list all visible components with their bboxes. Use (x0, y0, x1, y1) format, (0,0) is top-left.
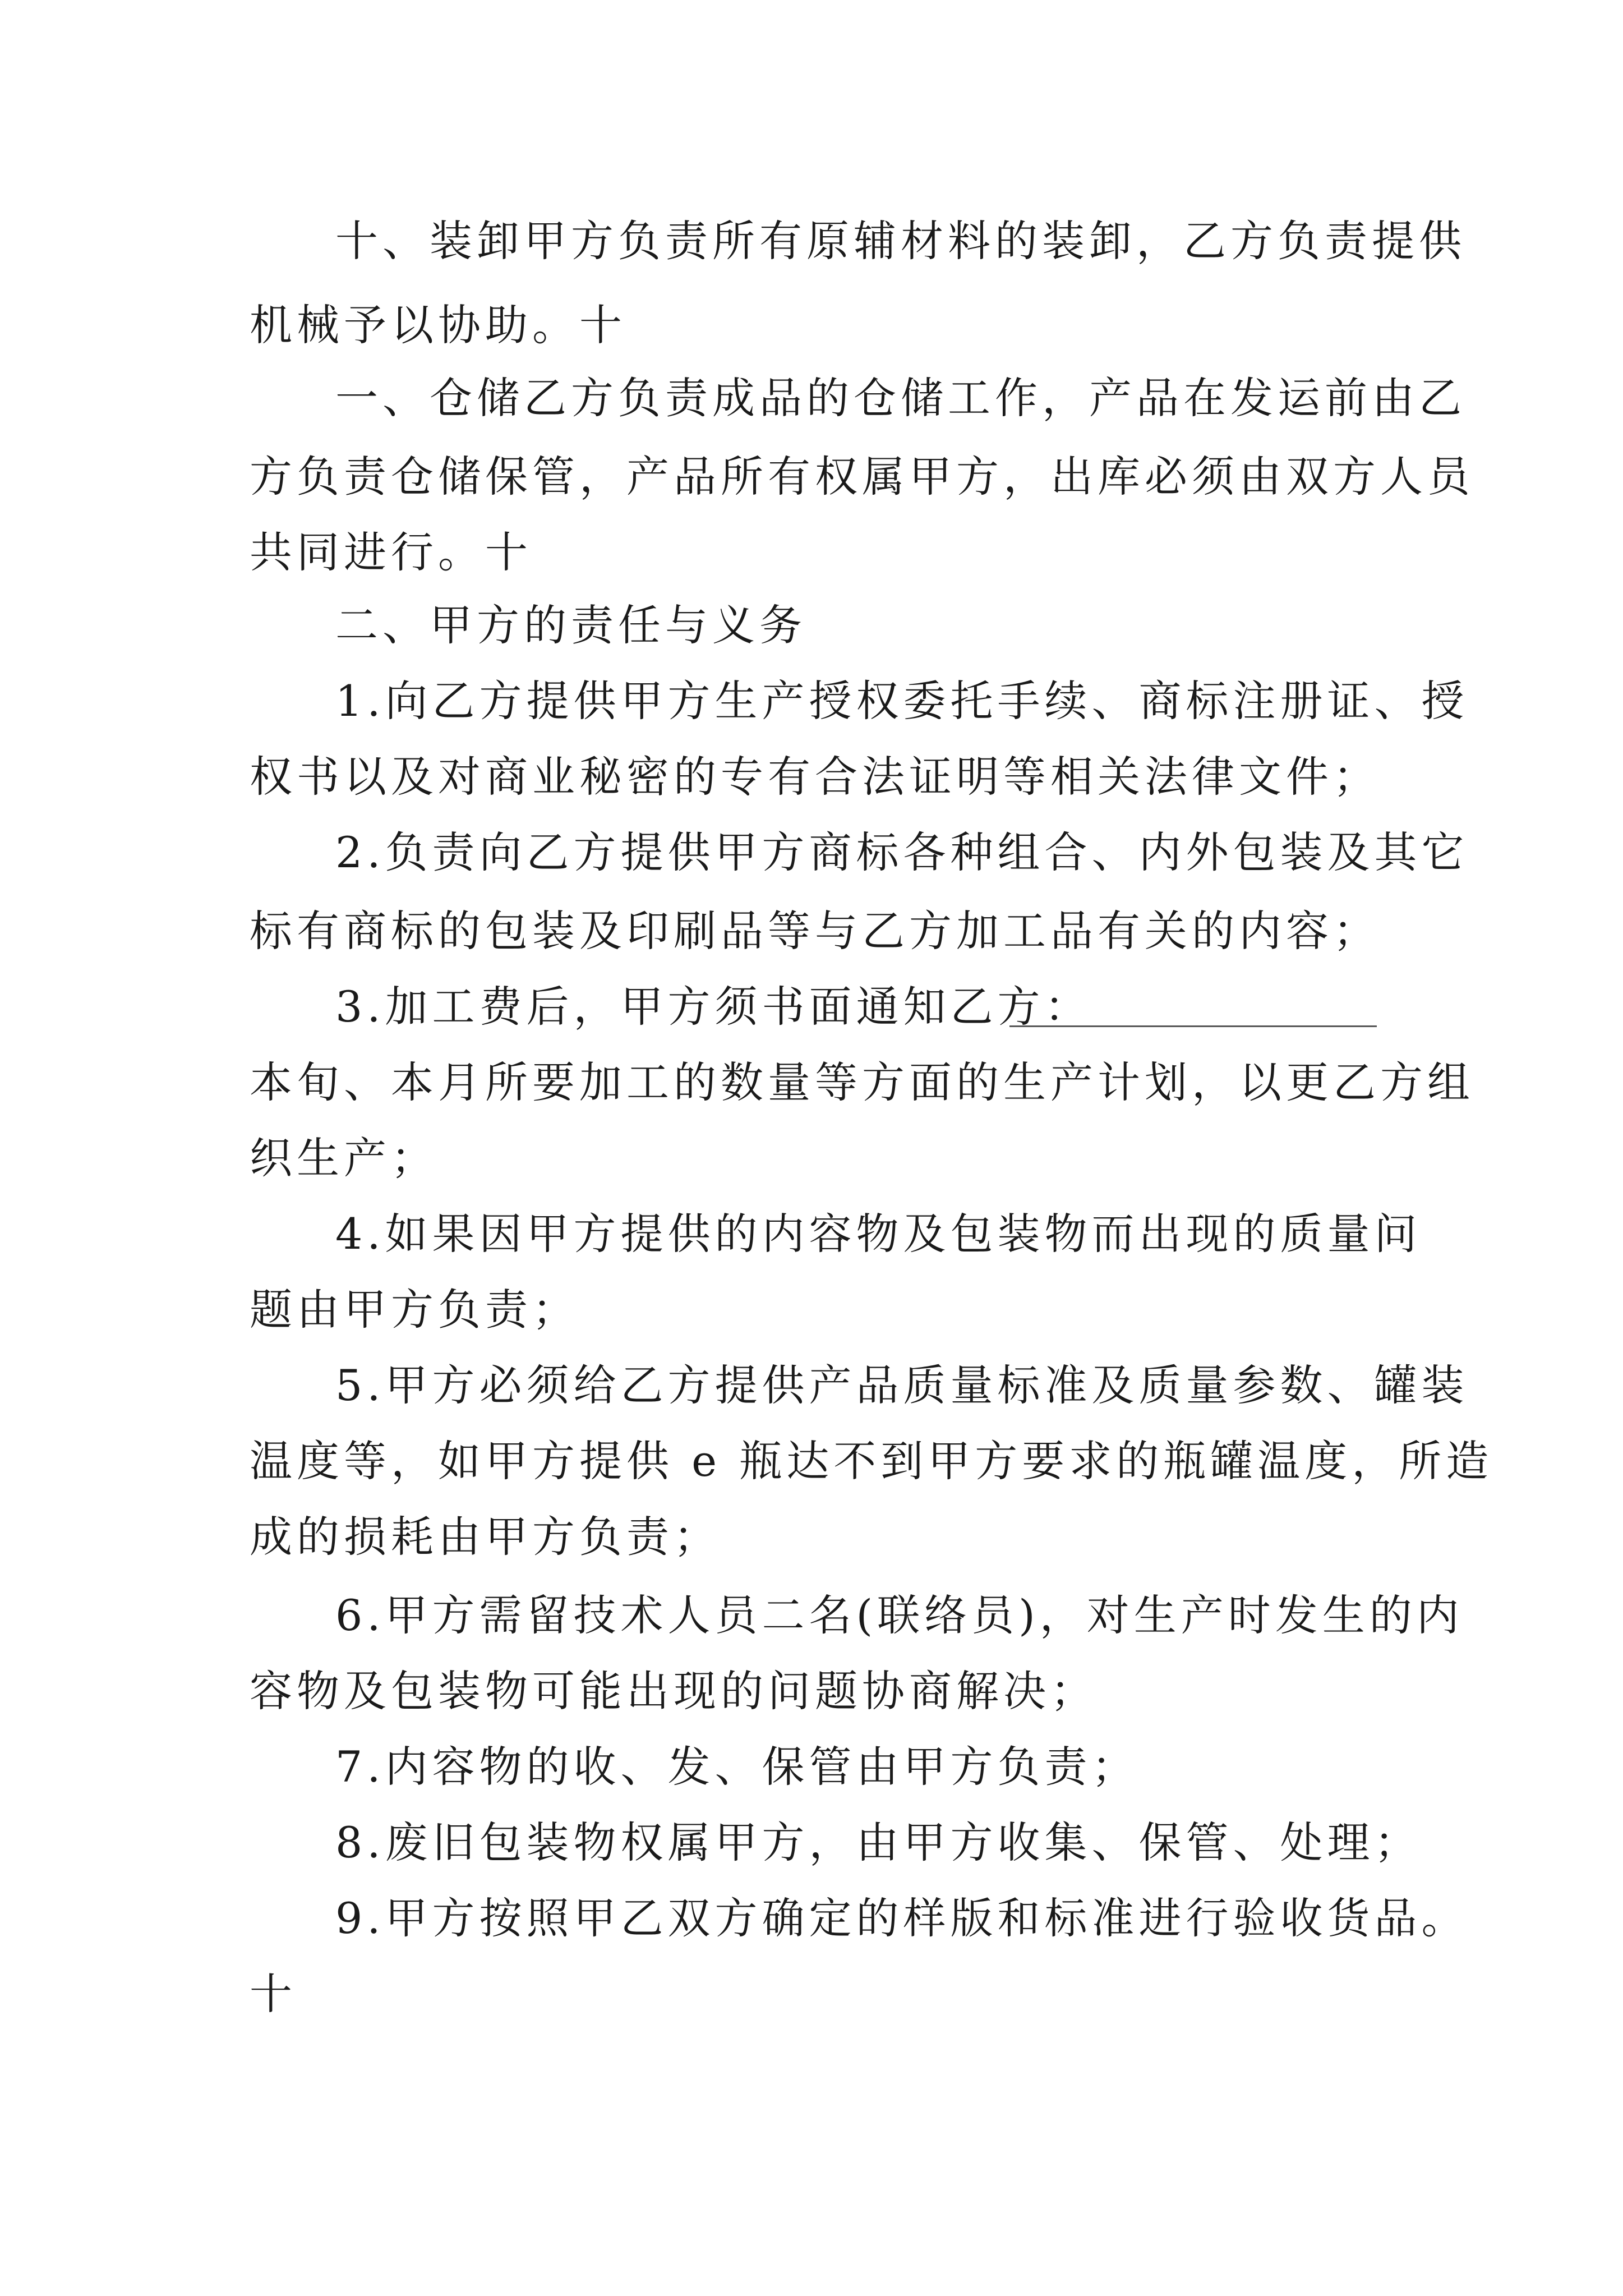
fill-in-blank (1009, 1025, 1377, 1027)
text-line: 一、仓储乙方负责成品的仓储工作，产品在发运前由乙 (335, 373, 1466, 423)
text-line: 题由甲方负责； (250, 1285, 579, 1335)
list-item: 3.加工费后，甲方须书面通知乙方： (335, 982, 1092, 1032)
list-item: 9.甲方按照甲乙双方确定的样版和标准进行验收货品。 (335, 1893, 1469, 1943)
text-line: 方负责仓储保管，产品所有权属甲方，出库必须由双方人员 (250, 452, 1474, 501)
text-line: 容物及包装物可能出现的问题协商解决； (250, 1666, 1098, 1716)
text-line: 织生产； (250, 1133, 438, 1183)
text-line: 机械予以协助。十 (250, 300, 626, 350)
text-line: 温度等，如甲方提供 e 瓶达不到甲方要求的瓶罐温度，所造 (250, 1436, 1493, 1486)
list-item: 1.向乙方提供甲方生产授权委托手续、商标注册证、授 (335, 676, 1469, 726)
list-item: 2.负责向乙方提供甲方商标各种组合、内外包装及其它 (335, 827, 1469, 877)
text-line: 权书以及对商业秘密的专有合法证明等相关法律文件； (250, 752, 1380, 802)
list-item: 7.内容物的收、发、保管由甲方负责； (335, 1742, 1139, 1792)
text-line: 十 (250, 1969, 297, 2019)
text-line: 成的损耗由甲方负责； (250, 1512, 721, 1562)
list-item: 8.废旧包装物权属甲方，由甲方收集、保管、处理； (335, 1818, 1422, 1867)
list-item: 5.甲方必须给乙方提供产品质量标准及质量参数、罐装 (335, 1360, 1469, 1410)
list-item: 6.甲方需留技术人员二名(联络员)，对生产时发生的内 (335, 1590, 1464, 1640)
section-heading: 二、甲方的责任与义务 (335, 600, 806, 650)
text-line: 本旬、本月所要加工的数量等方面的生产计划，以更乙方组 (250, 1057, 1474, 1107)
text-line: 共同进行。十 (250, 527, 532, 577)
text-line: 标有商标的包装及印刷品等与乙方加工品有关的内容； (250, 906, 1380, 956)
list-item: 4.如果因甲方提供的内容物及包装物而出现的质量问 (335, 1209, 1422, 1259)
text-line: 十、装卸甲方负责所有原辅材料的装卸，乙方负责提供 (335, 216, 1466, 266)
